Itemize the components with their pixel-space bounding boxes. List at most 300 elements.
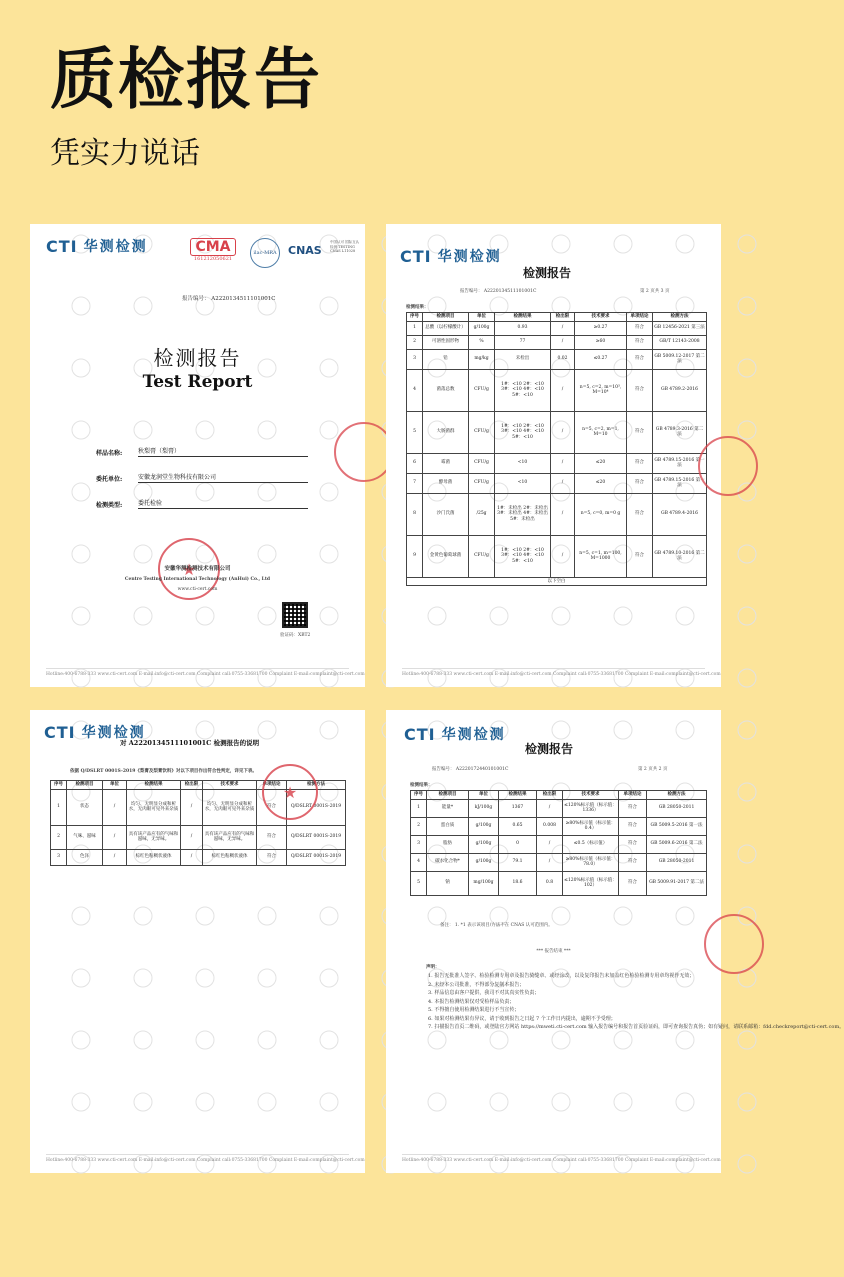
table-cell: ≤0.5（标示值） xyxy=(563,835,619,853)
watermark-mark xyxy=(738,1155,756,1173)
table-row xyxy=(407,411,707,453)
table-cell: <10 xyxy=(495,473,551,493)
table-cell: 5 xyxy=(411,871,427,895)
watermark-mark xyxy=(134,297,152,315)
watermark-mark xyxy=(676,1031,694,1049)
table-cell: 18.6 xyxy=(499,871,537,895)
table-cell: GB/T 12143-2008 xyxy=(653,335,707,349)
cti-logo-mark: CTI xyxy=(44,722,76,742)
company-name-cn: 安徽华测检测技术有限公司 xyxy=(164,566,231,572)
watermark-mark xyxy=(196,969,214,987)
table-cell: g/100g xyxy=(469,835,499,853)
table-row xyxy=(407,493,707,535)
table-header-cell: 序号 xyxy=(51,781,67,790)
section-label: 检测结果： xyxy=(406,305,429,310)
watermark-mark xyxy=(552,607,570,625)
table-cell: GB 5009.91-2017 第二法 xyxy=(647,871,707,895)
watermark-mark xyxy=(552,721,570,739)
table-cell: 符合 xyxy=(627,335,653,349)
statement-item: 6. 如果对检测结果有异议，请于收到报告之日起 7 个工作日内提出，逾期不予受理； xyxy=(428,1015,616,1022)
table-header-cell: 技术要求 xyxy=(575,313,627,322)
statement-list xyxy=(428,972,844,1032)
watermark-mark xyxy=(196,1093,214,1111)
watermark-mark xyxy=(738,421,756,439)
watermark-mark xyxy=(738,607,756,625)
table-row xyxy=(407,335,707,349)
table-cell: 霉菌 xyxy=(423,453,469,473)
watermark-mark xyxy=(196,907,214,925)
watermark-mark xyxy=(258,1031,276,1049)
watermark-mark xyxy=(552,907,570,925)
blank-note: 以下空白 xyxy=(407,577,707,586)
cti-logo-text: 华测检测 xyxy=(83,239,148,255)
report-number: 报告编号： A2220172440101001C xyxy=(432,767,509,772)
statement-item: 5. 不得擅自使用检测结果进行不当宣传； xyxy=(428,1007,520,1013)
watermark-mark xyxy=(258,545,276,563)
table-cell: ≤120%标示值（标示值：1336） xyxy=(563,799,619,817)
table-cell: 9 xyxy=(407,535,423,577)
sample-name-row xyxy=(96,446,308,457)
table-cell: 符合 xyxy=(619,871,647,895)
statement-item: 2. 未经本公司批准，不得部分复制本报告； xyxy=(428,981,525,988)
watermark-mark xyxy=(614,907,632,925)
watermark-mark xyxy=(738,783,756,801)
watermark-mark xyxy=(614,607,632,625)
table-cell: 4 xyxy=(411,853,427,871)
table-cell: Q/DSLRT 0001S-2019 xyxy=(287,849,346,865)
statement-title: 声明： xyxy=(426,965,440,970)
table-cell: / xyxy=(103,825,127,849)
verify-code: 验证码：XBT2 xyxy=(280,633,311,638)
report-title: 检测报告 xyxy=(523,266,572,280)
table-cell: 气味、滋味 xyxy=(67,825,103,849)
table-cell: 79.1 xyxy=(499,853,537,871)
table-cell: 符合 xyxy=(257,789,287,825)
watermark-mark xyxy=(196,421,214,439)
table-row xyxy=(407,535,707,577)
ilac-mra-badge: ilac-MRA xyxy=(250,238,280,268)
table-cell: 4 xyxy=(407,369,423,411)
table-cell: 符合 xyxy=(627,453,653,473)
table-cell: 钠 xyxy=(427,871,469,895)
table-cell: GB 4789.3-2016 第二法 xyxy=(653,411,707,453)
cnas-note: 中国认可 国际互认 检测 TESTING CNAS L11028 xyxy=(330,240,360,254)
table-cell: Q/DSLRT 0001S-2019 xyxy=(287,825,346,849)
table-cell: / xyxy=(181,789,203,825)
nutrition-table xyxy=(410,790,707,896)
table-header-cell: 单位 xyxy=(103,781,127,790)
table-cell: 蛋白质 xyxy=(427,817,469,835)
watermark-mark xyxy=(738,545,756,563)
watermark-mark xyxy=(134,607,152,625)
table-cell: 状态 xyxy=(67,789,103,825)
qr-code xyxy=(282,602,308,628)
table-cell: 均匀、无明显分成和析水，无肉眼可见外来杂质 xyxy=(203,789,257,825)
watermark-mark xyxy=(320,721,338,739)
table-header-cell: 单项结论 xyxy=(627,313,653,322)
table-header-cell: 序号 xyxy=(407,313,423,322)
table-header-cell: 检测方法 xyxy=(647,791,707,800)
watermark-mark xyxy=(490,1093,508,1111)
table-cell: 脂肪 xyxy=(427,835,469,853)
table-cell: / xyxy=(551,473,575,493)
table-cell: n=5, c=2, m=10³, M=10⁴ xyxy=(575,369,627,411)
edge-seal xyxy=(704,914,764,974)
report-number: 报告编号： A2220134511101001C xyxy=(460,289,537,294)
table-cell: <10 xyxy=(495,453,551,473)
field-label: 检测类型: xyxy=(96,502,123,509)
doc-footer: Hotline:400-6788-333 www.cti-cert.com E-mail:info@cti-cert.com Complaint call:0755-33681700 Complaint E-mail:complaint@cti-cert.com xyxy=(46,668,349,677)
report-explanation-image xyxy=(30,710,365,1173)
watermark-mark xyxy=(72,607,90,625)
table-cell: n=5, c=1, m=100, M=1000 xyxy=(575,535,627,577)
report-title: 检测报告 xyxy=(525,742,574,756)
edge-seal xyxy=(698,436,758,496)
watermark-mark xyxy=(614,721,632,739)
company-url: www.cti-cert.com xyxy=(177,587,218,592)
table-row xyxy=(407,453,707,473)
table-cell: ≤0.27 xyxy=(575,349,627,369)
watermark-mark xyxy=(738,845,756,863)
report-end: *** 报告结束 *** xyxy=(536,949,571,954)
table-cell: / xyxy=(551,493,575,535)
table-cell: 1#：<10 2#：<10 3#：<10 4#：<10 5#：<10 xyxy=(495,411,551,453)
table-cell: n=5, c=0, m=0 g xyxy=(575,493,627,535)
table-cell: 77 xyxy=(495,335,551,349)
doc-footer: Hotline:400-6788-333 www.cti-cert.com E-mail:info@cti-cert.com Complaint call:0755-33681700 Complaint E-mail:complaint@cti-cert.com xyxy=(402,668,705,677)
table-cell: 5 xyxy=(407,411,423,453)
table-cell: 符合 xyxy=(627,411,653,453)
field-label: 样品名称: xyxy=(96,450,123,457)
field-value: 秋梨膏（梨膏） xyxy=(138,446,308,457)
watermark-mark xyxy=(320,1093,338,1111)
cti-logo-text: 华测检测 xyxy=(441,727,506,743)
table-header-cell: 单位 xyxy=(469,791,499,800)
edge-seal xyxy=(334,422,394,482)
table-cell: 2 xyxy=(51,825,67,849)
cti-logo xyxy=(404,724,506,744)
watermark-mark xyxy=(614,235,632,253)
table-cell: / xyxy=(551,321,575,335)
table-cell: ≥80%标示值（标示值：78.0） xyxy=(563,853,619,871)
table-header-cell: 单项结论 xyxy=(257,781,287,790)
watermark-mark xyxy=(72,1031,90,1049)
table-cell: 沙门氏菌 xyxy=(423,493,469,535)
table-header-row xyxy=(407,313,707,322)
watermark-mark xyxy=(428,1093,446,1111)
table-header-cell: 检测结果 xyxy=(495,313,551,322)
table-header-cell: 检测项目 xyxy=(67,781,103,790)
watermark-mark xyxy=(738,297,756,315)
table-cell: 6 xyxy=(407,453,423,473)
table-cell: 符合 xyxy=(619,817,647,835)
table-cell: / xyxy=(537,799,563,817)
test-type-row xyxy=(96,498,308,509)
watermark-mark xyxy=(196,721,214,739)
field-value: 委托检验 xyxy=(138,498,308,509)
table-cell: 可溶性固形物 xyxy=(423,335,469,349)
table-header-cell: 序号 xyxy=(411,791,427,800)
watermark-mark xyxy=(320,969,338,987)
table-cell: 1 xyxy=(411,799,427,817)
watermark-mark xyxy=(738,1093,756,1111)
table-cell: GB 5009.6-2016 第二法 xyxy=(647,835,707,853)
table-cell: / xyxy=(551,335,575,349)
table-cell: GB 5009.5-2016 第一法 xyxy=(647,817,707,835)
report-title-en: Test Report xyxy=(142,372,253,392)
watermark-mark xyxy=(552,1031,570,1049)
watermark-mark xyxy=(258,969,276,987)
table-cell: 符合 xyxy=(257,849,287,865)
table-header-cell: 检出限 xyxy=(181,781,203,790)
cti-logo xyxy=(400,246,502,266)
table-cell: 符合 xyxy=(627,369,653,411)
table-row xyxy=(407,473,707,493)
table-cell: 金黄色葡萄球菌 xyxy=(423,535,469,577)
table-cell: CFU/g xyxy=(469,411,495,453)
table-cell: % xyxy=(469,335,495,349)
page-subheading: 凭实力说话 xyxy=(50,136,200,171)
table-cell: / xyxy=(103,789,127,825)
report-results-image xyxy=(386,224,721,687)
watermark-mark xyxy=(490,1031,508,1049)
table-header-cell: 技术要求 xyxy=(203,781,257,790)
report-cover-image xyxy=(30,224,365,687)
table-cell: 大肠菌群 xyxy=(423,411,469,453)
watermark-mark xyxy=(676,1093,694,1111)
doc-footer: Hotline:400-6788-333 www.cti-cert.com E-mail:info@cti-cert.com Complaint call:0755-33681700 Complaint E-mail:complaint@cti-cert.com xyxy=(402,1154,705,1163)
table-header-cell: 检测项目 xyxy=(423,313,469,322)
cti-logo xyxy=(46,236,148,256)
report-title-cn: 检测报告 xyxy=(153,346,242,370)
table-cell: GB 28050-2011 xyxy=(647,853,707,871)
table-cell: / xyxy=(181,825,203,849)
table-cell: 0 xyxy=(499,835,537,853)
watermark-mark xyxy=(72,483,90,501)
doc-footer: Hotline:400-6788-333 www.cti-cert.com E-mail:info@cti-cert.com Complaint call:0755-33681700 Complaint E-mail:complaint@cti-cert.com xyxy=(46,1154,349,1163)
table-cell: GB 5009.12-2017 第二法 xyxy=(653,349,707,369)
watermark-mark xyxy=(72,421,90,439)
watermark-mark xyxy=(196,1031,214,1049)
table-cell: 1#：<10 2#：<10 3#：<10 4#：<10 5#：<10 xyxy=(495,369,551,411)
table-cell: ≤20 xyxy=(575,473,627,493)
watermark-mark xyxy=(490,607,508,625)
results-table xyxy=(406,312,707,586)
table-cell: 1 xyxy=(51,789,67,825)
table-cell: / xyxy=(551,453,575,473)
watermark-mark xyxy=(72,969,90,987)
field-label: 委托单位: xyxy=(96,476,123,483)
page-heading: 质检报告 xyxy=(50,41,322,118)
watermark-mark xyxy=(320,297,338,315)
watermark-mark xyxy=(320,607,338,625)
table-cell: g/100g xyxy=(469,817,499,835)
table-cell: GB 4789.10-2016 第二法 xyxy=(653,535,707,577)
table-cell: 3 xyxy=(411,835,427,853)
page-number: 第 2 页共 2 页 xyxy=(638,767,668,772)
table-row xyxy=(407,349,707,369)
cma-mark: CMA xyxy=(190,238,236,256)
table-cell: 1#：未检出 2#：未检出 3#：未检出 4#：未检出 5#：未检出 xyxy=(495,493,551,535)
cti-logo-mark: CTI xyxy=(400,246,432,266)
watermark-mark xyxy=(738,669,756,687)
statement-item: 4. 本报告检测结果仅对受检样品负责； xyxy=(428,998,515,1005)
watermark-mark xyxy=(258,721,276,739)
table-cell: / xyxy=(551,411,575,453)
explanation-note: 依据 Q/DSLRT 0001S-2019《梨膏及梨膏饮料》对以下项目作出符合性判定，详见下表。 xyxy=(70,769,257,774)
table-row xyxy=(407,577,707,586)
cti-logo-mark: CTI xyxy=(46,236,78,256)
watermark-mark xyxy=(134,1031,152,1049)
table-row xyxy=(51,825,346,849)
table-row xyxy=(411,799,707,817)
table-cell: 符合 xyxy=(627,349,653,369)
watermark-mark xyxy=(428,1031,446,1049)
cti-logo-text: 华测检测 xyxy=(81,725,146,741)
table-cell: /25g xyxy=(469,493,495,535)
table-row xyxy=(407,369,707,411)
table-cell: 符合 xyxy=(257,825,287,849)
table-cell: / xyxy=(181,849,203,865)
table-header-cell: 检出限 xyxy=(537,791,563,800)
cma-badge xyxy=(190,238,236,262)
watermark-mark xyxy=(72,1093,90,1111)
watermark-mark xyxy=(320,483,338,501)
table-cell: GB 4789.2-2016 xyxy=(653,369,707,411)
table-cell: CFU/g xyxy=(469,453,495,473)
table-cell: 7 xyxy=(407,473,423,493)
table-cell: ≥0.27 xyxy=(575,321,627,335)
table-header-row xyxy=(411,791,707,800)
section-label: 检测结果： xyxy=(410,783,433,788)
watermark-mark xyxy=(72,297,90,315)
table-cell: 3 xyxy=(51,849,67,865)
watermark-mark xyxy=(258,1093,276,1111)
table-cell: 菌落总数 xyxy=(423,369,469,411)
table-cell: mg/kg xyxy=(469,349,495,369)
table-cell: GB 12456-2021 第三法 xyxy=(653,321,707,335)
table-cell: / xyxy=(551,369,575,411)
watermark-mark xyxy=(258,607,276,625)
table-header-cell: 检测结果 xyxy=(127,781,181,790)
watermark-pattern xyxy=(386,710,844,1173)
table-header-cell: 检测方法 xyxy=(287,781,346,790)
table-cell: ≤20 xyxy=(575,453,627,473)
table-cell: 符合 xyxy=(619,853,647,871)
field-value: 安徽龙润堂生物科技有限公司 xyxy=(138,472,308,483)
table-cell: GB 4789.15-2016 第一法 xyxy=(653,473,707,493)
watermark-mark xyxy=(320,421,338,439)
table-cell: g/100g xyxy=(469,853,499,871)
table-cell: / xyxy=(537,853,563,871)
table-cell: 符合 xyxy=(627,473,653,493)
watermark-mark xyxy=(134,545,152,563)
watermark-mark xyxy=(552,1093,570,1111)
table-cell: 1#：<10 2#：<10 3#：<10 4#：<10 5#：<10 xyxy=(495,535,551,577)
watermark-mark xyxy=(134,1093,152,1111)
table-row xyxy=(411,871,707,895)
table-cell: 符合 xyxy=(627,493,653,535)
cma-number: 161212050621 xyxy=(193,256,233,262)
table-header-cell: 检出限 xyxy=(551,313,575,322)
table-header-cell: 单位 xyxy=(469,313,495,322)
table-cell: 2 xyxy=(411,817,427,835)
table-cell: 棕红色粘稠状液体 xyxy=(127,849,181,865)
table-row xyxy=(411,835,707,853)
table-cell: 具有该产品应有的气味和滋味，无异味。 xyxy=(127,825,181,849)
table-cell: mg/100g xyxy=(469,871,499,895)
table-cell: 0.93 xyxy=(495,321,551,335)
watermark-mark xyxy=(614,1093,632,1111)
table-row xyxy=(411,853,707,871)
client-row xyxy=(96,472,308,483)
explanation-title: 对 A2220134511101001C 检测报告的说明 xyxy=(120,739,260,747)
watermark-mark xyxy=(738,1031,756,1049)
table-cell: 均匀、无明显分成和析水，无肉眼可见外来杂质 xyxy=(127,789,181,825)
watermark-mark xyxy=(676,907,694,925)
report-number: 报告编号： A2220134511101001C xyxy=(182,296,276,302)
watermark-mark xyxy=(258,421,276,439)
table-cell: / xyxy=(537,835,563,853)
table-cell: Q/DSLRT 0001S-2019 xyxy=(287,789,346,825)
table-cell: GB 4789.4-2016 xyxy=(653,493,707,535)
table-header-cell: 检测结果 xyxy=(499,791,537,800)
cti-logo-text: 华测检测 xyxy=(437,249,502,265)
table-cell: n=5, c=2, m=1, M=10 xyxy=(575,411,627,453)
table-row xyxy=(51,849,346,865)
watermark-mark xyxy=(552,235,570,253)
table-cell: 具有该产品应有的气味和滋味，无异味。 xyxy=(203,825,257,849)
page-number: 第 2 页共 3 页 xyxy=(640,289,670,294)
table-cell: 0.008 xyxy=(537,817,563,835)
table-cell: GB 28050-2011 xyxy=(647,799,707,817)
watermark-mark xyxy=(134,421,152,439)
table-cell: 符合 xyxy=(627,321,653,335)
table-cell: 0.02 xyxy=(551,349,575,369)
watermark-mark xyxy=(320,545,338,563)
table-header-cell: 检测方法 xyxy=(653,313,707,322)
table-cell: ≥60 xyxy=(575,335,627,349)
table-cell: CFU/g xyxy=(469,369,495,411)
table-cell: ≤120%标示值（标示值：102） xyxy=(563,871,619,895)
table-cell: / xyxy=(551,535,575,577)
table-cell: ≥80%标示值（标示值：0.4） xyxy=(563,817,619,835)
table-cell: 0.8 xyxy=(537,871,563,895)
table-cell: 酵母菌 xyxy=(423,473,469,493)
watermark-mark xyxy=(134,969,152,987)
table-header-cell: 单项结论 xyxy=(619,791,647,800)
statement-item: 7. 扫描报告首页二维码，或登陆官方网站 https://mweti.cti-cert.com 输入报告编号和报告首页验证码，即可查询报告真伪；如有疑问，请联系邮箱：fdd.checkreport@cti-cert.com。 xyxy=(428,1024,844,1030)
watermark-mark xyxy=(614,1031,632,1049)
table-cell: 0.65 xyxy=(499,817,537,835)
watermark-mark xyxy=(738,359,756,377)
watermark-mark xyxy=(738,721,756,739)
table-cell: 能量* xyxy=(427,799,469,817)
table-header-cell: 检测项目 xyxy=(427,791,469,800)
table-cell: 色泽 xyxy=(67,849,103,865)
report-nutrition-image xyxy=(386,710,844,1173)
table-cell: 碳水化合物* xyxy=(427,853,469,871)
watermark-mark xyxy=(428,607,446,625)
watermark-mark xyxy=(72,545,90,563)
watermark-mark xyxy=(196,607,214,625)
table-row xyxy=(407,321,707,335)
table-remark: 备注： 1. *1 表示该项目/方法不在 CNAS 认可范围内。 xyxy=(440,923,553,928)
company-name-en: Centre Testing International Technology (AnHui) Co., Ltd xyxy=(124,577,271,582)
table-cell: 总酸（以柠檬酸计） xyxy=(423,321,469,335)
table-cell: 铅 xyxy=(423,349,469,369)
table-cell: 符合 xyxy=(619,799,647,817)
